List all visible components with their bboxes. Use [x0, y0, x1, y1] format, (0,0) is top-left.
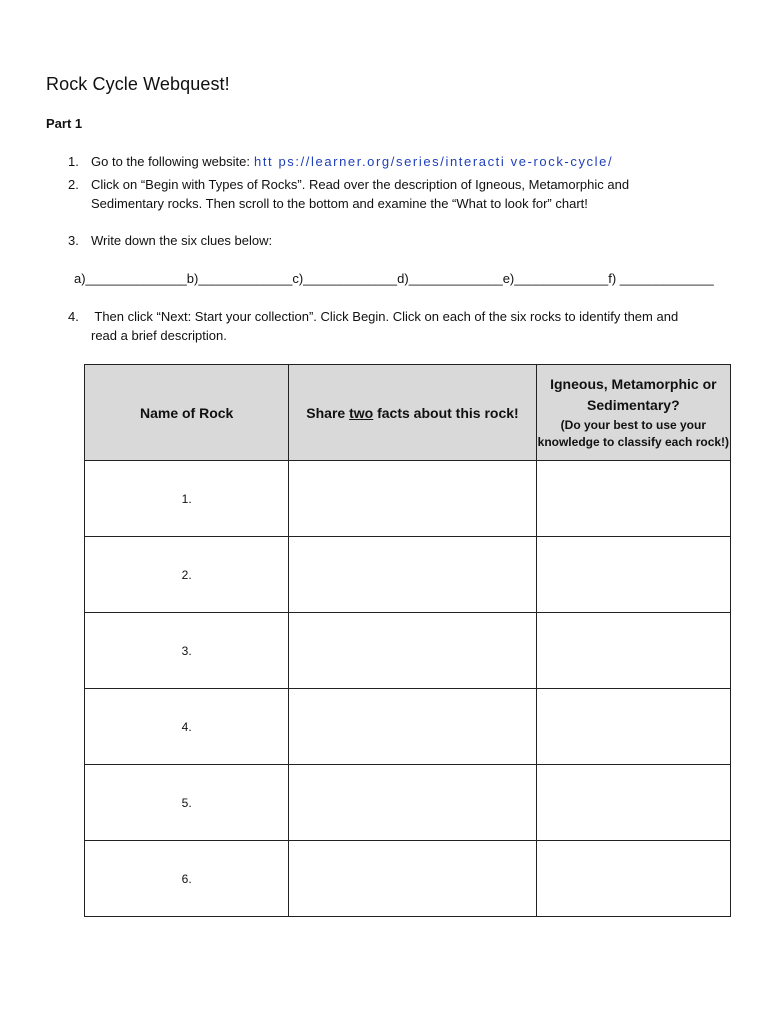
step-4-line-2: read a brief description.	[91, 328, 227, 343]
table-row	[85, 765, 731, 841]
type-cell[interactable]	[536, 461, 730, 537]
rock-number: 1.	[85, 461, 289, 537]
rock-table	[84, 364, 731, 917]
header-rock-type-note: (Do your best to use your knowledge to classify each rock!)	[537, 418, 730, 449]
table-row	[85, 613, 731, 689]
step-number: 4.	[68, 309, 79, 324]
type-cell[interactable]	[536, 765, 730, 841]
step-4-line-1: Then click “Next: Start your collection”. Click Begin. Click on each of the six rocks to identify them and	[91, 309, 679, 324]
rock-number: 6.	[85, 841, 289, 917]
table-row	[85, 537, 731, 613]
step-1-instruction: Go to the following website:	[91, 154, 250, 169]
rock-number: 2.	[85, 537, 289, 613]
type-cell[interactable]	[536, 537, 730, 613]
header-facts-pre: Share	[306, 404, 350, 421]
facts-cell[interactable]	[289, 689, 536, 765]
part-heading: Part 1	[46, 116, 83, 131]
header-name-of-rock: Name of Rock	[85, 365, 289, 461]
type-cell[interactable]	[536, 689, 730, 765]
step-number: 1.	[68, 154, 79, 169]
rock-number: 4.	[85, 689, 289, 765]
clue-blanks[interactable]: a)______________b)_____________c)_____________d)_____________e)_____________f) _____________	[74, 271, 714, 286]
step-2-line-1: Click on “Begin with Types of Rocks”. Read over the description of Igneous, Metamorphic and	[91, 177, 630, 192]
document-title: Rock Cycle Webquest!	[46, 74, 230, 94]
type-cell[interactable]	[536, 841, 730, 917]
rock-number: 5.	[85, 765, 289, 841]
header-facts	[289, 365, 536, 461]
facts-cell[interactable]	[289, 613, 536, 689]
header-rock-type	[536, 365, 730, 461]
rock-number: 3.	[85, 613, 289, 689]
step-number: 3.	[68, 233, 79, 248]
table-row	[85, 461, 731, 537]
facts-cell[interactable]	[289, 841, 536, 917]
step-2-line-2: Sedimentary rocks. Then scroll to the bottom and examine the “What to look for” chart!	[91, 196, 588, 211]
header-facts-post: facts about this rock!	[373, 404, 519, 421]
header-rock-type-main: Igneous, Metamorphic or Sedimentary?	[550, 376, 717, 413]
header-facts-underlined: two	[349, 404, 374, 421]
facts-cell[interactable]	[289, 461, 536, 537]
facts-cell[interactable]	[289, 765, 536, 841]
table-row	[85, 689, 731, 765]
step-3-text: Write down the six clues below:	[91, 233, 273, 248]
table-header-row	[85, 365, 731, 461]
step-number: 2.	[68, 177, 79, 192]
facts-cell[interactable]	[289, 537, 536, 613]
type-cell[interactable]	[536, 613, 730, 689]
step-text	[91, 152, 613, 171]
website-link[interactable]: htt ps://learner.org/series/interacti ve-rock-cycle/	[253, 154, 614, 169]
table-row	[85, 841, 731, 917]
